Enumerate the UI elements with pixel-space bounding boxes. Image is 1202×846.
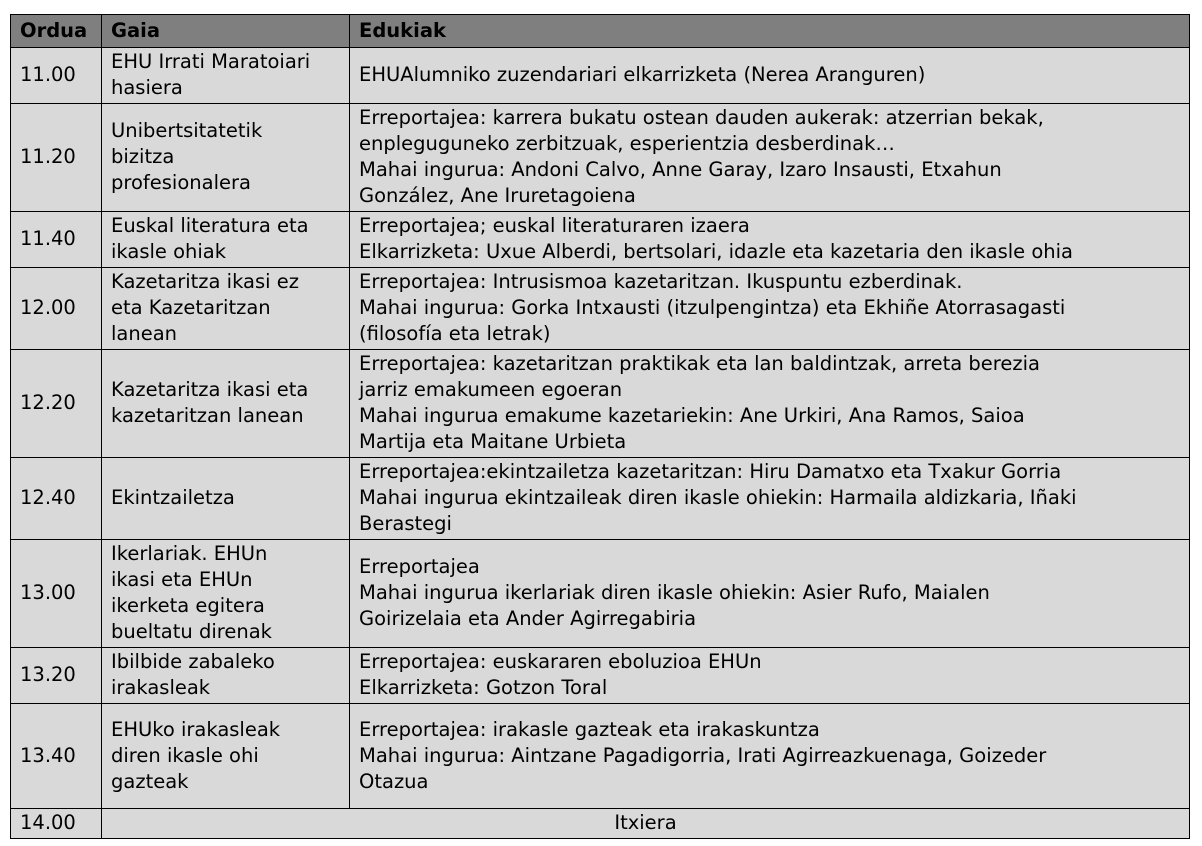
row-time: 12.20	[11, 350, 102, 458]
topic-line: diren ikasle ohi	[111, 743, 259, 767]
contents-line: Martija eta Maitane Urbieta	[359, 430, 627, 453]
row-time: 11.00	[11, 48, 102, 104]
contents-line: Erreportajea: karrera bukatu ostean dauden aukerak: atzerrian bekak,	[359, 106, 1044, 129]
contents-line: Erreportajea: irakasle gazteak eta irakaskuntza	[359, 717, 820, 741]
closing-label: Itxiera	[102, 809, 1190, 839]
row-time: 13.20	[11, 648, 102, 704]
topic-line: Ibilbide zabaleko	[111, 650, 275, 673]
topic-line: bueltatu direnak	[111, 620, 272, 643]
table-row	[11, 48, 1190, 104]
row-time: 11.20	[11, 104, 102, 212]
contents-line: Erreportajea: kazetaritzan praktikak eta lan baldintzak, arreta berezia	[359, 352, 1040, 375]
row-time: 11.40	[11, 212, 102, 268]
table-row	[11, 648, 1190, 704]
row-topic	[102, 48, 350, 104]
topic-line: EHU Irrati Maratoiari	[111, 50, 311, 73]
closing-time: 14.00	[11, 809, 102, 839]
row-time: 12.40	[11, 458, 102, 540]
table-row	[11, 212, 1190, 268]
contents-line: Elkarrizketa: Gotzon Toral	[359, 676, 608, 699]
contents-line: enpleguguneko zerbitzuak, esperientzia desberdinak…	[359, 132, 895, 155]
contents-line: (filosofía eta letrak)	[359, 322, 551, 345]
row-contents	[350, 704, 1190, 809]
contents-line: Berastegi	[359, 512, 452, 535]
row-topic	[102, 648, 350, 704]
row-time: 12.00	[11, 268, 102, 350]
column-header-contents: Edukiak	[350, 15, 1190, 48]
topic-line: Ekintzailetza	[111, 486, 235, 509]
row-time: 13.00	[11, 540, 102, 648]
contents-line: EHUAlumniko zuzendariari elkarrizketa (Nerea Aranguren)	[359, 63, 926, 86]
row-topic	[102, 704, 350, 809]
topic-line: gazteak	[111, 769, 189, 793]
topic-line: Kazetaritza ikasi eta	[111, 378, 309, 401]
topic-line: lanean	[111, 322, 178, 345]
topic-line: Ikerlariak. EHUn	[111, 542, 268, 565]
row-contents	[350, 350, 1190, 458]
topic-line: bizitza	[111, 145, 175, 168]
contents-line: González, Ane Iruretagoiena	[359, 184, 636, 207]
contents-line: Erreportajea:ekintzailetza kazetaritzan: Hiru Damatxo eta Txakur Gorria	[359, 460, 1062, 483]
topic-line: profesionalera	[111, 171, 251, 194]
table-row	[11, 704, 1190, 809]
contents-line: Erreportajea: euskararen eboluzioa EHUn	[359, 650, 762, 673]
topic-line: ikerketa egitera	[111, 594, 265, 617]
table-row	[11, 458, 1190, 540]
topic-line: ikasle ohiak	[111, 240, 227, 263]
topic-line: Kazetaritza ikasi ez	[111, 270, 300, 293]
row-topic	[102, 104, 350, 212]
row-contents	[350, 212, 1190, 268]
row-topic	[102, 268, 350, 350]
topic-line: kazetaritzan lanean	[111, 404, 304, 427]
topic-line: Unibertsitatetik	[111, 119, 263, 142]
table-row	[11, 104, 1190, 212]
table-row	[11, 350, 1190, 458]
row-topic	[102, 212, 350, 268]
contents-line: Erreportajea: Intrusismoa kazetaritzan. Ikuspuntu ezberdinak.	[359, 270, 963, 293]
row-contents	[350, 104, 1190, 212]
contents-line: Goirizelaia eta Ander Agirregabiria	[359, 607, 697, 630]
schedule-table	[10, 14, 1190, 839]
row-contents	[350, 268, 1190, 350]
row-topic	[102, 350, 350, 458]
column-header-time: Ordua	[11, 15, 102, 48]
contents-line: Mahai ingurua emakume kazetariekin: Ane Urkiri, Ana Ramos, Saioa	[359, 404, 1025, 427]
contents-line: Elkarrizketa: Uxue Alberdi, bertsolari, idazle eta kazetaria den ikasle ohia	[359, 240, 1074, 263]
contents-line: Erreportajea	[359, 555, 480, 578]
topic-line: ikasi eta EHUn	[111, 568, 253, 591]
row-topic	[102, 458, 350, 540]
row-topic	[102, 540, 350, 648]
contents-line: Mahai ingurua: Gorka Intxausti (itzulpengintza) eta Ekhiñe Atorrasagasti	[359, 296, 1066, 319]
contents-line: Mahai ingurua: Andoni Calvo, Anne Garay, Izaro Insausti, Etxahun	[359, 158, 1002, 181]
topic-line: eta Kazetaritzan	[111, 296, 271, 319]
table-row	[11, 540, 1190, 648]
contents-line: Mahai ingurua ikerlariak diren ikasle ohiekin: Asier Rufo, Maialen	[359, 581, 990, 604]
column-header-topic: Gaia	[102, 15, 350, 48]
contents-line: Otazua	[359, 769, 429, 793]
topic-line: irakasleak	[111, 676, 211, 699]
row-contents	[350, 48, 1190, 104]
topic-line: hasiera	[111, 76, 183, 99]
contents-line: Mahai ingurua: Aintzane Pagadigorria, Irati Agirreazkuenaga, Goizeder	[359, 743, 1047, 767]
row-time: 13.40	[11, 704, 102, 809]
contents-line: Mahai ingurua ekintzaileak diren ikasle ohiekin: Harmaila aldizkaria, Iñaki	[359, 486, 1077, 509]
row-contents	[350, 540, 1190, 648]
topic-line: Euskal literatura eta	[111, 214, 309, 237]
table-row	[11, 268, 1190, 350]
closing-row	[11, 809, 1190, 839]
row-contents	[350, 648, 1190, 704]
contents-line: jarriz emakumeen egoeran	[359, 378, 623, 401]
header-row	[11, 15, 1190, 48]
topic-line: EHUko irakasleak	[111, 717, 281, 741]
contents-line: Erreportajea; euskal literaturaren izaera	[359, 214, 750, 237]
row-contents	[350, 458, 1190, 540]
